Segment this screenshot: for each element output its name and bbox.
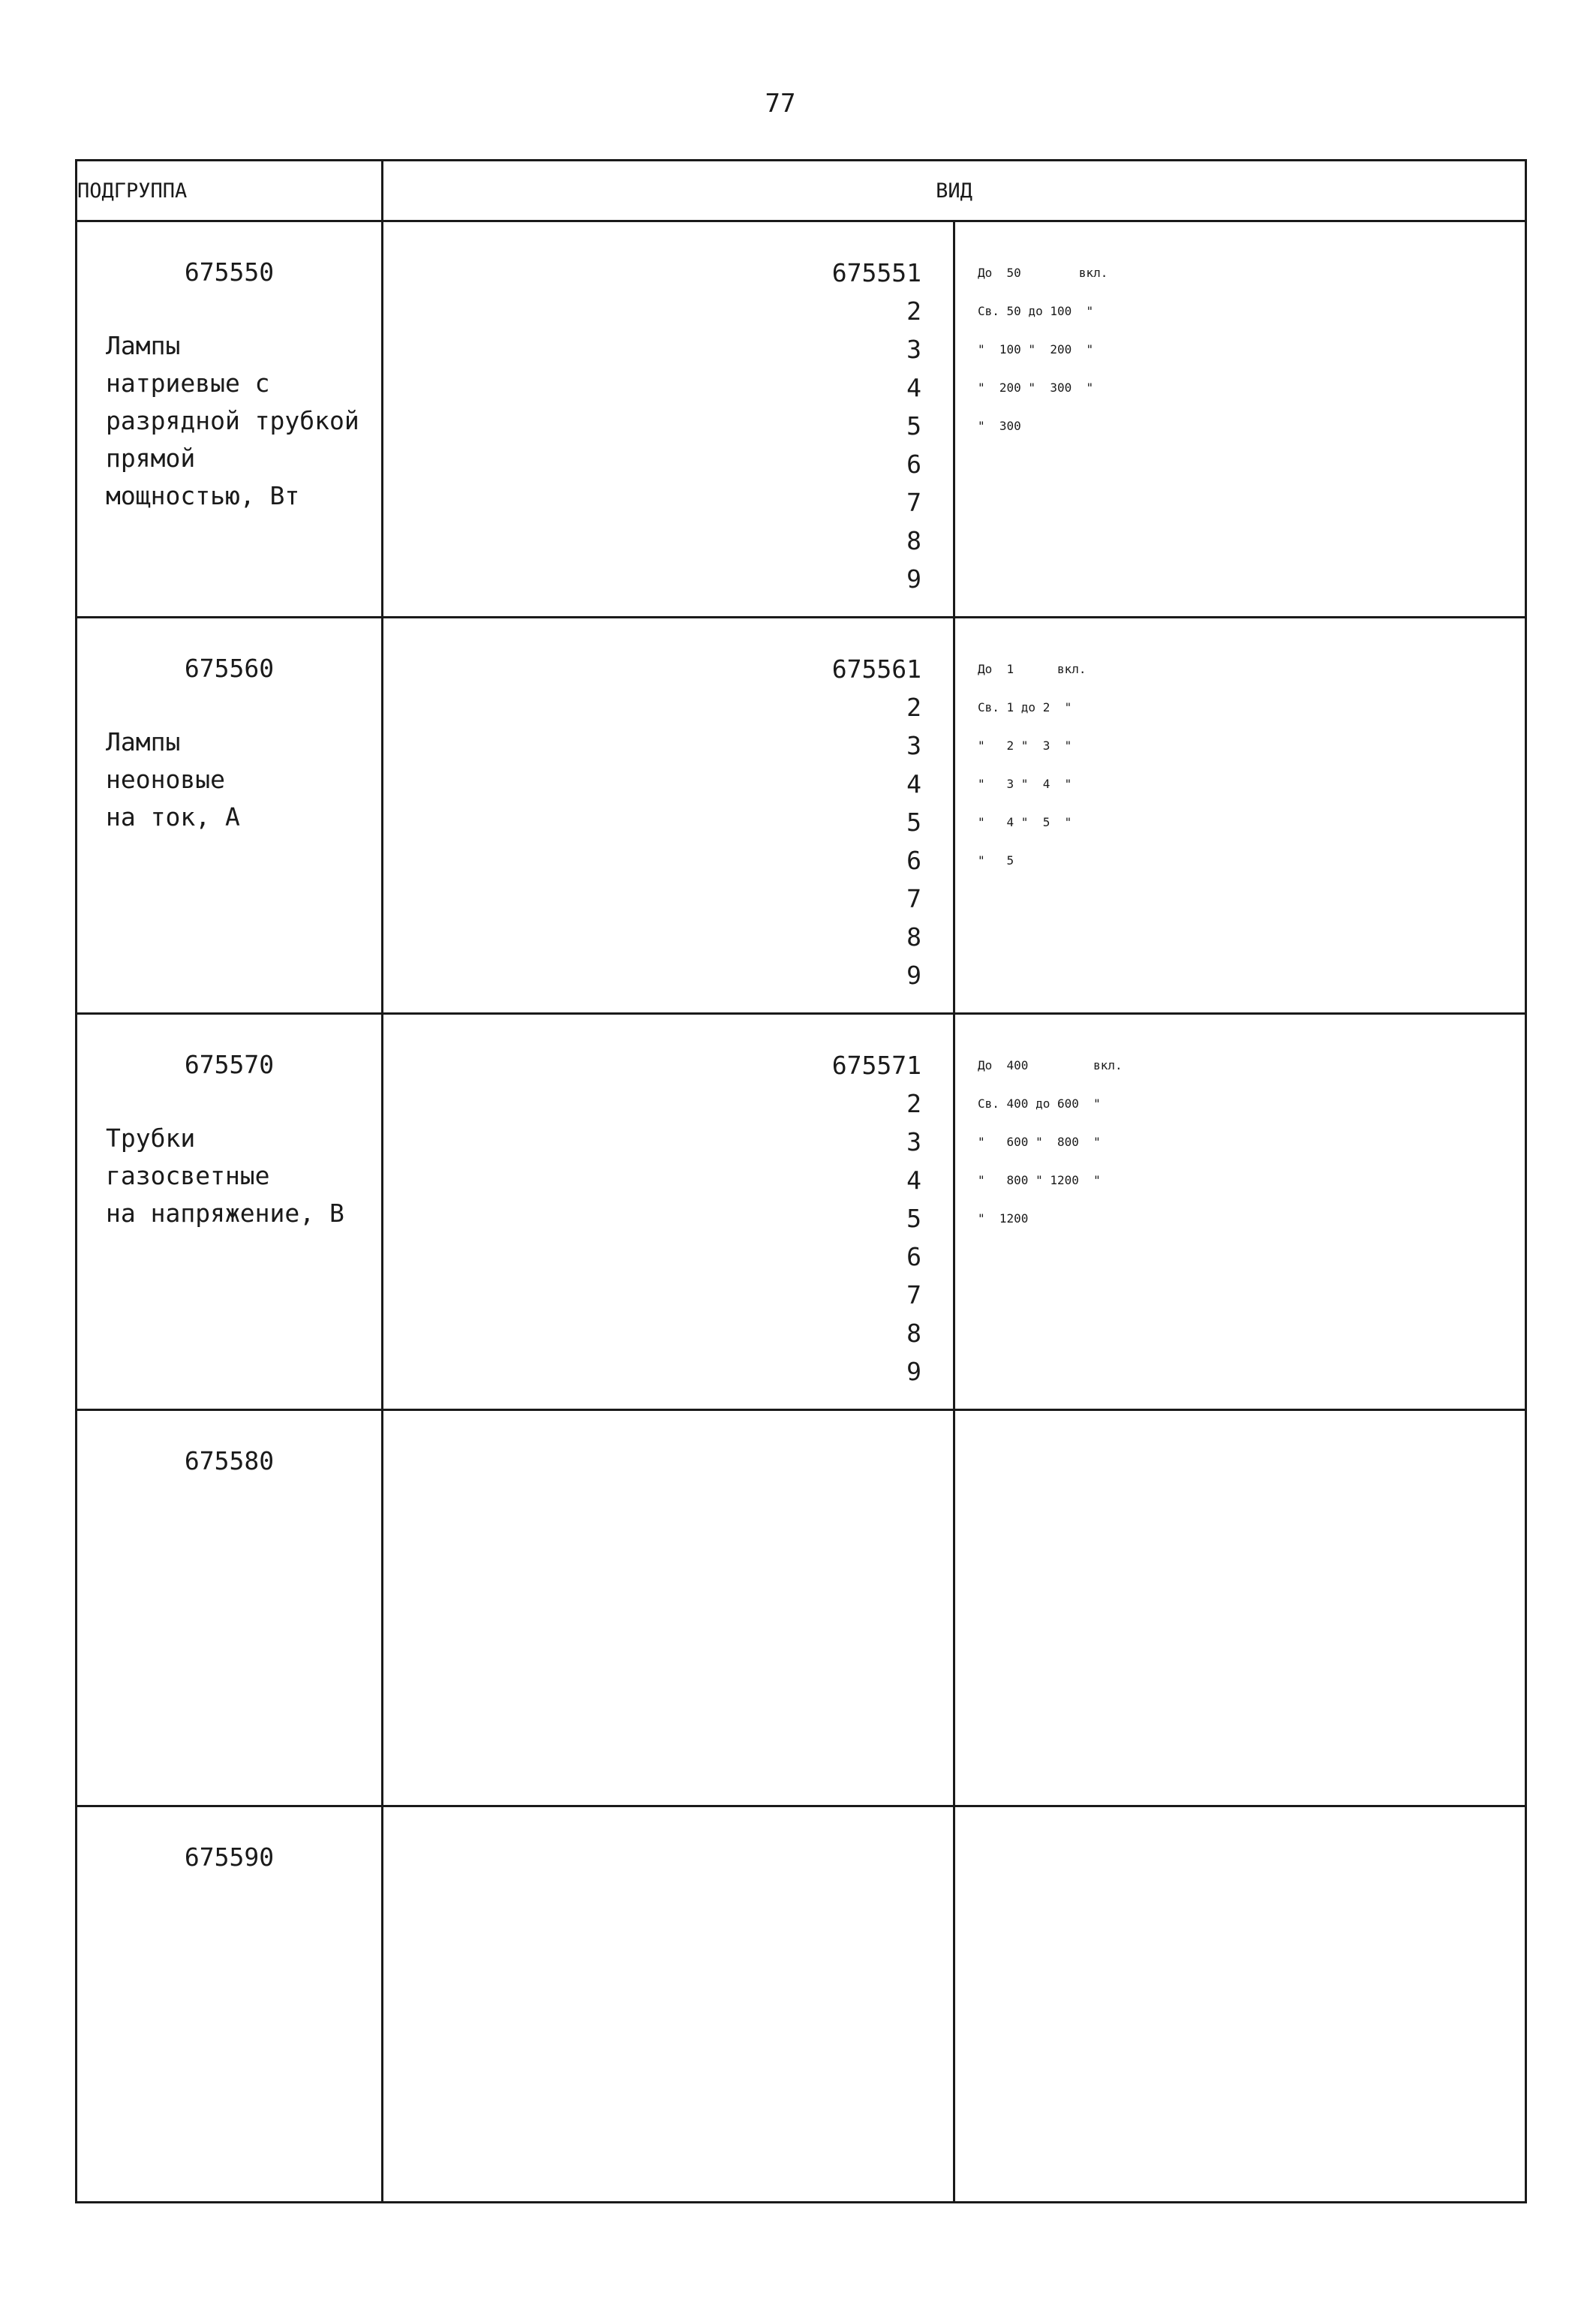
subgroup-cell: [77, 221, 383, 618]
kind-code: 5: [906, 1204, 921, 1233]
kind-header: ВИД: [383, 161, 1526, 221]
kind-code: 9: [906, 564, 921, 594]
kind-code: 2: [906, 693, 921, 722]
subgroup-code: 675560: [184, 654, 275, 683]
kind-code: 5: [906, 411, 921, 441]
kind-code: 5: [906, 808, 921, 837]
kind-range: " 100 " 200 ": [978, 342, 1094, 356]
subgroup-code: 675570: [184, 1050, 275, 1079]
kind-range: Св. 1 до 2 ": [978, 700, 1072, 714]
kind-ranges-cell: [954, 1806, 1526, 2203]
kind-range: " 1200: [978, 1211, 1029, 1226]
subgroup-cell: [77, 1806, 383, 2203]
kind-code: 675571: [831, 1051, 921, 1080]
kind-code: 7: [906, 1280, 921, 1310]
kind-range: До 1 вкл.: [978, 662, 1087, 676]
kind-range: До 50 вкл.: [978, 266, 1108, 280]
kind-range: " 3 " 4 ": [978, 777, 1072, 791]
subgroup-name: Лампы натриевые с разрядной трубкой прямой мощностью, Вт: [106, 331, 359, 510]
kind-code: 9: [906, 961, 921, 990]
kind-code: 3: [906, 731, 921, 760]
kind-code: 4: [906, 373, 921, 402]
kind-range: " 600 " 800 ": [978, 1135, 1101, 1149]
subgroup-cell: [77, 1014, 383, 1410]
kind-code: 2: [906, 296, 921, 326]
table-body: [77, 221, 1526, 2203]
kind-code: 6: [906, 1242, 921, 1271]
kind-code: 3: [906, 1127, 921, 1157]
kind-range: Св. 400 до 600 ": [978, 1096, 1101, 1111]
kind-range: " 4 " 5 ": [978, 815, 1072, 829]
kind-code: 2: [906, 1089, 921, 1118]
kind-range: " 200 " 300 ": [978, 380, 1094, 395]
kind-code: 6: [906, 450, 921, 479]
kind-range: Св. 50 до 100 ": [978, 304, 1094, 318]
group-row: [77, 1014, 1526, 1410]
kind-codes-cell: [383, 1806, 954, 2203]
subgroup-header: ПОДГРУППА: [77, 161, 383, 221]
subgroup-cell: [77, 1410, 383, 1806]
kind-ranges-cell: [954, 1410, 1526, 1806]
subgroup-name: Лампы неоновые на ток, А: [106, 727, 240, 832]
classifier-table: [75, 159, 1527, 2203]
page-number: 77: [765, 89, 796, 119]
header-row: [77, 161, 1526, 221]
kind-code: 4: [906, 769, 921, 799]
kind-codes-cell: [383, 618, 954, 1014]
kind-code: 7: [906, 488, 921, 517]
subgroup-code: 675580: [184, 1446, 275, 1475]
kind-ranges-cell: [954, 221, 1526, 618]
subgroup-code: 675590: [184, 1842, 275, 1872]
group-row: [77, 221, 1526, 618]
subgroup-code: 675550: [184, 257, 275, 287]
kind-range: До 400 вкл.: [978, 1058, 1123, 1072]
kind-code: 7: [906, 884, 921, 913]
subgroup-cell: [77, 618, 383, 1014]
kind-code: 3: [906, 335, 921, 364]
group-row: [77, 1410, 1526, 1806]
kind-ranges-cell: [954, 1014, 1526, 1410]
subgroup-name: Трубки газосветные на напряжение, В: [106, 1123, 344, 1228]
kind-range: " 2 " 3 ": [978, 738, 1072, 753]
kind-code: 8: [906, 526, 921, 555]
kind-code: 4: [906, 1166, 921, 1195]
kind-code: 675551: [831, 258, 921, 287]
kind-code: 8: [906, 1319, 921, 1348]
group-row: [77, 618, 1526, 1014]
subgroup-name: [77, 1876, 381, 1912]
kind-code: 8: [906, 922, 921, 952]
kind-code: 675561: [831, 654, 921, 684]
kind-code: 6: [906, 846, 921, 875]
kind-range: " 300: [978, 419, 1021, 433]
kind-codes-cell: [383, 1014, 954, 1410]
kind-range: " 800 " 1200 ": [978, 1173, 1101, 1187]
kind-range: " 5: [978, 853, 1014, 868]
kind-ranges-cell: [954, 618, 1526, 1014]
kind-code: 9: [906, 1357, 921, 1386]
kind-codes-cell: [383, 1410, 954, 1806]
group-row: [77, 1806, 1526, 2203]
kind-codes-cell: [383, 221, 954, 618]
subgroup-name: [77, 1480, 381, 1516]
